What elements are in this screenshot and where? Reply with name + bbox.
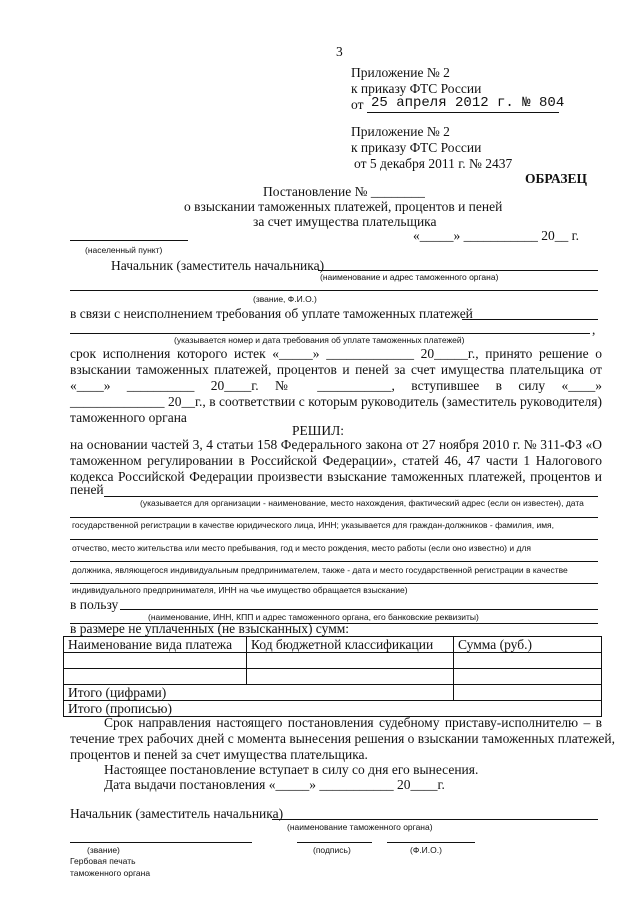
customs-body-line [318,270,598,271]
beneficiary-line [120,609,598,610]
total-digits-label: Итого (цифрами) [64,685,454,701]
sample-mark: ОБРАЗЕЦ [525,171,587,186]
full-name-caption: (Ф.И.О.) [410,845,442,855]
requirement-caption: (указывается номер и дата требования об уплате таможенных платежей) [174,335,465,345]
page-number: 3 [336,44,343,59]
debtor-line-0 [104,496,598,497]
basis-line-4: пеней [70,482,104,497]
payments-table [63,636,602,717]
col-payment-type: Наименование вида платежа [64,637,247,653]
closing-line-3: процентов и пеней за счет имущества плательщика. [70,747,368,762]
debtor-line-4 [70,583,598,584]
due-line-3: «____» __________ 20____г. № ___________, вступившее в силу «____» [70,378,602,393]
signature-customs-line [272,819,598,820]
signature-caption: (подпись) [313,845,351,855]
closing-line-4: Настоящее постановление вступает в силу со дня его вынесения. [104,762,479,777]
table-row [64,669,602,685]
annex-prev-title: Приложение № 2 [351,124,450,139]
chief-label: Начальник (заместитель начальника) [111,258,325,273]
annex-order: к приказу ФТС России [351,81,482,96]
blank-line-1 [70,290,598,291]
blank-line-2 [70,333,590,334]
debtor-line-2 [70,539,598,540]
resolution-subject: о взыскании таможенных платежей, процентов и пеней [184,199,503,214]
stamp-label-2: таможенного органа [70,868,151,878]
due-line-5: таможенного органа [70,410,187,425]
basis-line-3: кодекса Российской Федерации произвести взыскание таможенных платежей, процентов и [70,469,602,484]
debtor-caption-3: отчество, место жительства или место пребывания, год и место рождения, место работы (если оно известно) и для [72,543,532,553]
debtor-line-3 [70,561,598,562]
basis-line-1: на основании частей 3, 4 статьи 158 Федерального закона от 27 ноября 2010 г. № 311-ФЗ «О [70,437,602,452]
requirement-line [462,319,598,320]
table-row [64,653,602,669]
closing-line-1: Срок направления настоящего постановления судебному приставу-исполнителю – в [104,715,602,730]
debtor-line-1 [70,517,598,518]
date-line: «_____» ___________ 20__ г. [413,228,580,243]
total-words-label: Итого (прописью) [64,701,602,717]
full-name-line [387,842,475,843]
total-digits-row [64,685,602,701]
beneficiary-caption: (наименование, ИНН, КПП и адрес таможенного органа, его банковские реквизиты) [148,612,479,622]
issue-date-line: Дата выдачи постановления «_____» ___________ 20____г. [104,777,445,792]
rank-caption: (звание) [87,845,120,855]
due-line-2: взыскании таможенных платежей, процентов и пеней за счет имущества плательщика от [70,362,602,377]
debtor-caption-5: индивидуального предпринимателя, ИНН на чье имущество обращается взыскание) [72,585,408,595]
due-line-1: срок исполнения которого истек «_____» _____________ 20_____г., принято решение о [70,346,602,361]
rank-line [70,842,252,843]
table-cell [454,685,602,701]
resolution-subject-2: за счет имущества плательщика [253,214,437,229]
annex-date: 25 апреля 2012 г. № 804 [371,95,565,111]
table-cell [247,653,454,669]
stamp-label-1: Гербовая печать [70,856,136,866]
debtor-caption-1: (указывается для организации - наименование, место нахождения, фактический адрес (если он известен), дата [140,498,584,508]
annex-title: Приложение № 2 [351,65,450,80]
locality-line [70,240,188,241]
amount-intro: в размере не уплаченных (не взысканных) сумм: [70,621,350,636]
resolution-number: Постановление № ________ [263,184,425,199]
comma: , [592,322,596,337]
table-cell [247,669,454,685]
debtor-caption-4: должника, являющегося индивидуальным предпринимателем, также - дата и место государственной регистрации в качестве [72,565,568,575]
table-cell [64,653,247,669]
annex-from-label: от [351,97,364,112]
closing-line-2: течение трех рабочих дней с момента вынесения решения о взыскании таможенных платежей, [70,731,616,746]
non-fulfilment-text: в связи с неисполнением требования об уплате таможенных платежей [70,306,473,321]
basis-line-2: таможенном регулировании в Российской Федерации», статей 46, 47 части 1 Налогового [70,453,602,468]
locality-caption: (населенный пункт) [85,245,163,255]
signature-chief-label: Начальник (заместитель начальника) [70,806,284,821]
decided-heading: РЕШИЛ: [292,423,345,438]
table-cell [64,669,247,685]
due-line-4: ______________ 20__г., в соответствии с которым руководитель (заместитель руководителя) [70,394,602,409]
in-favor-label: в пользу [70,597,119,612]
table-header-row [64,637,602,653]
annex-prev-order: к приказу ФТС России [351,140,482,155]
annex-prev-date: от 5 декабря 2011 г. № 2437 [354,156,513,171]
col-budget-code: Код бюджетной классификации [247,637,454,653]
col-amount: Сумма (руб.) [454,637,602,653]
debtor-caption-2: государственной регистрации в качестве юридического лица, ИНН; указывается для граждан-должников - фамилия, имя, [72,520,555,530]
signature-customs-caption: (наименование таможенного органа) [287,822,433,832]
annex-date-underline [367,112,559,113]
customs-body-caption: (наименование и адрес таможенного органа) [320,272,499,282]
rank-name-caption: (звание, Ф.И.О.) [253,294,317,304]
signature-line [297,842,372,843]
table-cell [454,669,602,685]
table-cell [454,653,602,669]
